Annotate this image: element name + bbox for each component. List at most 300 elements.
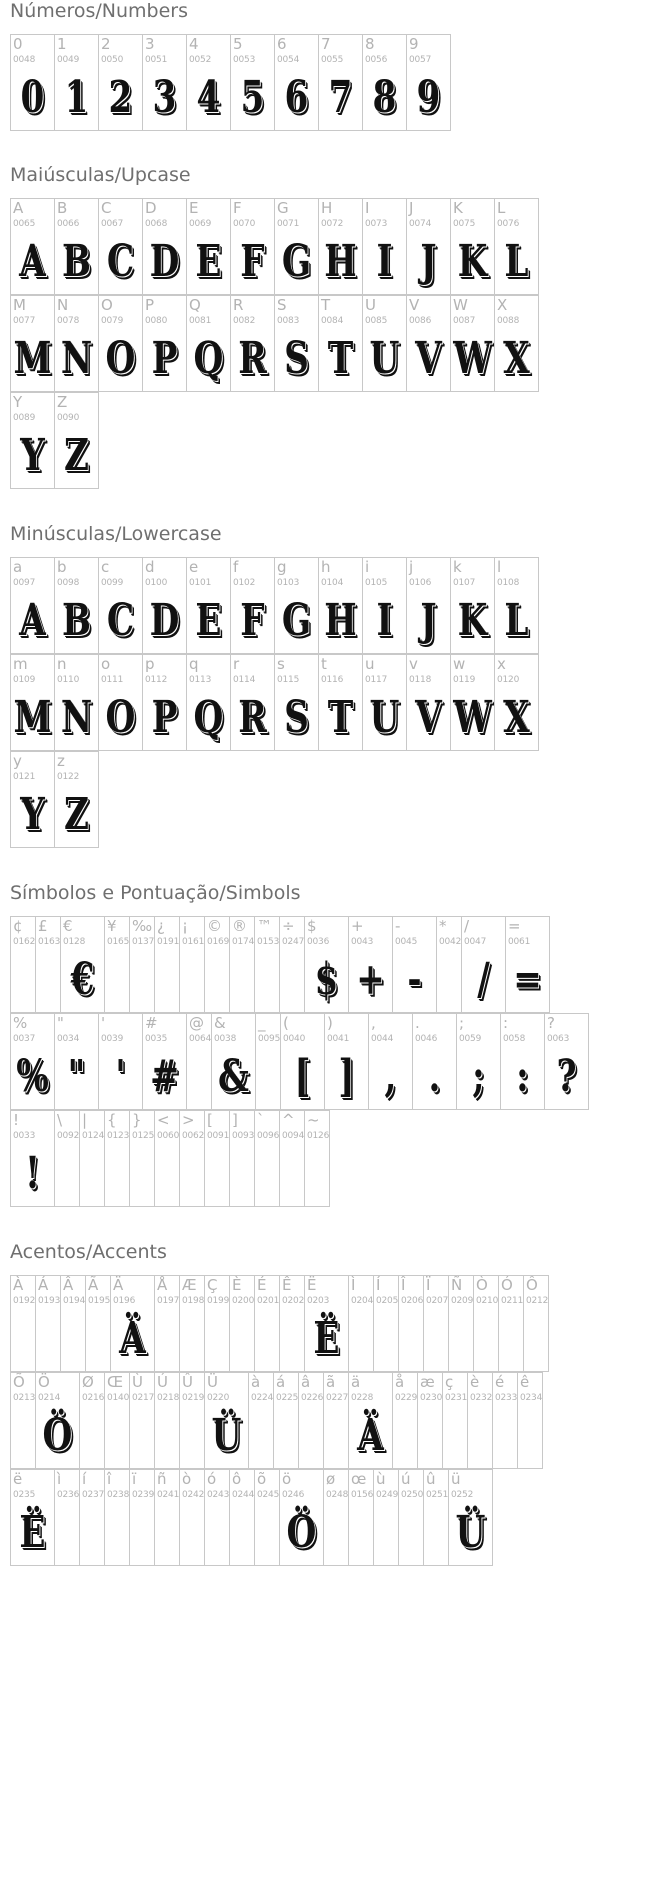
glyph-preview: Y <box>20 788 45 840</box>
glyph-character: I <box>365 199 370 217</box>
glyph-character: ‰ <box>132 917 153 935</box>
glyph-code: 0059 <box>459 1034 482 1044</box>
glyph-character: : <box>503 1014 509 1032</box>
glyph-character: ` <box>257 1111 265 1129</box>
glyph-code: 0137 <box>132 937 155 947</box>
glyph-cell <box>492 1372 518 1469</box>
glyph-code: 0089 <box>13 413 36 423</box>
glyph-character: © <box>207 917 222 935</box>
glyph-cell <box>274 295 319 392</box>
glyph-character: T <box>321 296 331 314</box>
glyph-cell <box>254 1275 280 1372</box>
glyph-cell <box>35 1275 61 1372</box>
glyph-cell <box>10 916 36 1013</box>
glyph-preview: ! <box>24 1147 41 1199</box>
glyph-code: 0047 <box>464 937 487 947</box>
glyph-cell <box>35 916 61 1013</box>
glyph-code: 0074 <box>409 219 432 229</box>
glyph-character: U <box>365 296 376 314</box>
glyph-character: G <box>277 199 289 217</box>
glyph-code: 0070 <box>233 219 256 229</box>
glyph-code: 0071 <box>277 219 300 229</box>
glyph-character: ó <box>207 1470 217 1488</box>
glyph-row <box>10 34 450 131</box>
glyph-cell <box>60 1275 86 1372</box>
glyph-code: 0087 <box>453 316 476 326</box>
glyph-preview: : <box>516 1050 529 1102</box>
glyph-cell <box>98 557 143 654</box>
glyph-cell <box>35 1372 80 1469</box>
glyph-character: P <box>145 296 155 314</box>
glyph-character: ñ <box>157 1470 167 1488</box>
glyph-preview: # <box>150 1050 179 1102</box>
glyph-character: Í <box>376 1276 381 1294</box>
glyph-cell <box>523 1275 549 1372</box>
glyph-code: 0058 <box>503 1034 526 1044</box>
glyph-cell <box>10 751 55 848</box>
glyph-cell <box>230 295 275 392</box>
glyph-cell <box>10 295 55 392</box>
glyph-code: 0109 <box>13 675 36 685</box>
glyph-code: 0091 <box>207 1131 230 1141</box>
section-title: Números/Numbers <box>10 0 188 22</box>
glyph-cell <box>362 295 407 392</box>
glyph-preview: Ä <box>357 1409 384 1461</box>
glyph-code: 0095 <box>258 1034 281 1044</box>
glyph-code: 0196 <box>113 1296 136 1306</box>
glyph-cell <box>368 1013 413 1110</box>
glyph-code: 0106 <box>409 578 432 588</box>
glyph-cell <box>280 1013 325 1110</box>
glyph-code: 0066 <box>57 219 80 229</box>
glyph-cell <box>304 1110 330 1207</box>
glyph-preview: 5 <box>240 71 265 123</box>
glyph-character: = <box>508 917 521 935</box>
glyph-code: 0249 <box>376 1490 399 1500</box>
glyph-cell <box>304 1275 349 1372</box>
glyph-cell <box>279 1110 305 1207</box>
glyph-code: 0094 <box>282 1131 305 1141</box>
glyph-cell <box>274 198 319 295</box>
glyph-code: 0052 <box>189 55 212 65</box>
glyph-code: 0092 <box>57 1131 80 1141</box>
glyph-cell <box>142 34 187 131</box>
glyph-character: Î <box>401 1276 406 1294</box>
glyph-character: & <box>214 1014 226 1032</box>
glyph-preview: N <box>60 332 93 384</box>
glyph-preview: 4 <box>196 71 221 123</box>
glyph-character: L <box>497 199 506 217</box>
glyph-character: ¢ <box>13 917 23 935</box>
glyph-character: c <box>101 558 110 576</box>
glyph-preview: 9 <box>416 71 441 123</box>
glyph-character: õ <box>257 1470 267 1488</box>
glyph-character: ë <box>13 1470 23 1488</box>
glyph-character: ¿ <box>157 917 165 935</box>
glyph-character: ô <box>232 1470 242 1488</box>
glyph-character: p <box>145 655 155 673</box>
glyph-code: 0114 <box>233 675 256 685</box>
glyph-character: " <box>57 1014 64 1032</box>
glyph-row <box>10 1469 548 1566</box>
glyph-character: Ô <box>526 1276 538 1294</box>
glyph-cell <box>406 654 451 751</box>
glyph-code: 0072 <box>321 219 344 229</box>
glyph-cell <box>373 1275 399 1372</box>
glyph-cell <box>104 1469 130 1566</box>
glyph-cell <box>10 392 55 489</box>
glyph-character: ù <box>376 1470 386 1488</box>
glyph-code: 0056 <box>365 55 388 65</box>
glyph-character: ì <box>57 1470 62 1488</box>
glyph-code: 0108 <box>497 578 520 588</box>
glyph-cell <box>318 198 363 295</box>
glyph-character: E <box>189 199 199 217</box>
glyph-cell <box>154 1372 180 1469</box>
glyph-character: Æ <box>182 1276 197 1294</box>
glyph-character: ~ <box>307 1111 320 1129</box>
glyph-cell <box>406 198 451 295</box>
glyph-cell <box>230 654 275 751</box>
glyph-character: @ <box>189 1014 204 1032</box>
glyph-preview: ' <box>115 1050 126 1102</box>
glyph-code: 0123 <box>107 1131 130 1141</box>
glyph-preview: Ë <box>313 1312 340 1364</box>
glyph-preview: J <box>420 594 437 646</box>
glyph-character: Ó <box>501 1276 513 1294</box>
glyph-cell <box>54 557 99 654</box>
glyph-code: 0247 <box>282 937 305 947</box>
glyph-cell <box>142 198 187 295</box>
glyph-preview: E <box>195 235 222 287</box>
glyph-code: 0122 <box>57 772 80 782</box>
glyph-code: 0246 <box>282 1490 305 1500</box>
glyph-code: 0220 <box>207 1393 230 1403</box>
glyph-character: ¡ <box>182 917 189 935</box>
glyph-character: 7 <box>321 35 331 53</box>
glyph-code: 0101 <box>189 578 212 588</box>
glyph-preview: O <box>105 332 136 384</box>
glyph-character: 5 <box>233 35 243 53</box>
glyph-cell <box>204 1275 230 1372</box>
glyph-code: 0090 <box>57 413 80 423</box>
glyph-character: Ì <box>351 1276 356 1294</box>
glyph-preview: L <box>504 235 529 287</box>
glyph-preview: U <box>369 691 400 743</box>
glyph-preview: M <box>13 691 52 743</box>
glyph-preview: K <box>457 235 488 287</box>
glyph-preview: € <box>70 953 95 1005</box>
glyph-cell <box>129 1469 155 1566</box>
glyph-preview: L <box>504 594 529 646</box>
glyph-character: À <box>13 1276 24 1294</box>
glyph-code: 0121 <box>13 772 36 782</box>
glyph-character: 2 <box>101 35 111 53</box>
glyph-code: 0153 <box>257 937 280 947</box>
glyph-preview: Ë <box>19 1506 46 1558</box>
glyph-cell <box>505 916 550 1013</box>
glyph-character: Â <box>63 1276 74 1294</box>
glyph-preview: Ö <box>286 1506 317 1558</box>
glyph-preview: A <box>19 594 46 646</box>
glyph-cell <box>54 198 99 295</box>
glyph-character: M <box>13 296 26 314</box>
glyph-code: 0100 <box>145 578 168 588</box>
glyph-code: 0192 <box>13 1296 36 1306</box>
glyph-cell <box>54 751 99 848</box>
glyph-character: í <box>82 1470 87 1488</box>
glyph-code: 0206 <box>401 1296 424 1306</box>
glyph-character: å <box>395 1373 405 1391</box>
glyph-cell <box>323 1372 349 1469</box>
glyph-preview: D <box>149 594 180 646</box>
glyph-code: 0104 <box>321 578 344 588</box>
glyph-character: l <box>497 558 502 576</box>
glyph-preview: 0 <box>20 71 45 123</box>
glyph-preview: J <box>420 235 437 287</box>
glyph-cell <box>398 1275 424 1372</box>
glyph-row <box>10 751 538 848</box>
glyph-row <box>10 1275 548 1372</box>
glyph-cell <box>450 557 495 654</box>
glyph-code: 0248 <box>326 1490 349 1500</box>
glyph-row <box>10 916 588 1013</box>
glyph-code: 0140 <box>107 1393 130 1403</box>
glyph-code: 0126 <box>307 1131 330 1141</box>
glyph-character: Ø <box>82 1373 94 1391</box>
glyph-character: 6 <box>277 35 287 53</box>
glyph-code: 0125 <box>132 1131 155 1141</box>
glyph-character: é <box>495 1373 505 1391</box>
glyph-character: $ <box>307 917 317 935</box>
glyph-cell <box>129 1372 155 1469</box>
glyph-character: Z <box>57 393 68 411</box>
glyph-character: } <box>132 1111 142 1129</box>
glyph-preview: Y <box>20 429 45 481</box>
glyph-cell <box>362 198 407 295</box>
glyph-cell <box>211 1013 256 1110</box>
glyph-character: ü <box>451 1470 461 1488</box>
glyph-character: ( <box>283 1014 289 1032</box>
glyph-code: 0225 <box>276 1393 299 1403</box>
glyph-character: J <box>409 199 414 217</box>
glyph-cell <box>392 1372 418 1469</box>
glyph-cell <box>179 1372 205 1469</box>
glyph-character: ã <box>326 1373 336 1391</box>
glyph-preview: / <box>477 953 490 1005</box>
glyph-code: 0055 <box>321 55 344 65</box>
glyph-cell <box>498 1275 524 1372</box>
glyph-character: û <box>426 1470 436 1488</box>
glyph-code: 0162 <box>13 937 36 947</box>
glyph-code: 0118 <box>409 675 432 685</box>
glyph-cell <box>110 1275 155 1372</box>
glyph-character: A <box>13 199 24 217</box>
glyph-cell <box>230 34 275 131</box>
glyph-code: 0117 <box>365 675 388 685</box>
glyph-cell <box>279 1275 305 1372</box>
glyph-cell <box>298 1372 324 1469</box>
glyph-character: a <box>13 558 23 576</box>
glyph-character: Q <box>189 296 201 314</box>
glyph-code: 0219 <box>182 1393 205 1403</box>
glyph-cell <box>54 34 99 131</box>
glyph-cell <box>79 1469 105 1566</box>
glyph-cell <box>467 1372 493 1469</box>
glyph-cell <box>362 557 407 654</box>
glyph-preview: X <box>503 332 530 384</box>
glyph-code: 0230 <box>420 1393 443 1403</box>
glyph-code: 0099 <box>101 578 124 588</box>
glyph-cell <box>154 1469 180 1566</box>
glyph-grid <box>10 198 538 489</box>
glyph-cell <box>392 916 437 1013</box>
glyph-code: 0198 <box>182 1296 205 1306</box>
glyph-character: - <box>395 917 401 935</box>
glyph-cell <box>254 1110 280 1207</box>
glyph-cell <box>229 1110 255 1207</box>
glyph-character: Ü <box>207 1373 218 1391</box>
glyph-cell <box>450 295 495 392</box>
glyph-cell <box>186 34 231 131</box>
glyph-preview: F <box>240 235 265 287</box>
glyph-character: # <box>145 1014 158 1032</box>
glyph-cell <box>544 1013 589 1110</box>
glyph-cell <box>204 1372 249 1469</box>
glyph-character: ¥ <box>107 917 117 935</box>
glyph-preview: % <box>16 1050 49 1102</box>
glyph-character: o <box>101 655 111 673</box>
section-title: Acentos/Accents <box>10 1241 167 1263</box>
glyph-code: 0039 <box>101 1034 124 1044</box>
glyph-row <box>10 654 538 751</box>
glyph-cell <box>10 557 55 654</box>
glyph-preview: V <box>415 332 442 384</box>
glyph-cell <box>229 1275 255 1372</box>
glyph-code: 0042 <box>439 937 462 947</box>
glyph-character: È <box>232 1276 242 1294</box>
glyph-preview: = <box>513 953 542 1005</box>
glyph-character: Y <box>13 393 23 411</box>
glyph-row <box>10 1372 548 1469</box>
glyph-preview: A <box>19 235 46 287</box>
glyph-code: 0195 <box>88 1296 111 1306</box>
glyph-cell <box>54 1013 99 1110</box>
glyph-preview: 1 <box>64 71 89 123</box>
glyph-cell <box>456 1013 501 1110</box>
glyph-character: n <box>57 655 67 673</box>
glyph-code: 0128 <box>63 937 86 947</box>
glyph-code: 0116 <box>321 675 344 685</box>
glyph-character: s <box>277 655 285 673</box>
glyph-cell <box>274 654 319 751</box>
glyph-code: 0061 <box>508 937 531 947</box>
glyph-character: N <box>57 296 69 314</box>
glyph-character: d <box>145 558 155 576</box>
glyph-character: à <box>251 1373 261 1391</box>
glyph-cell <box>248 1372 274 1469</box>
glyph-code: 0078 <box>57 316 80 326</box>
glyph-code: 0174 <box>232 937 255 947</box>
glyph-preview: E <box>195 594 222 646</box>
glyph-cell <box>318 557 363 654</box>
glyph-character: F <box>233 199 242 217</box>
glyph-code: 0250 <box>401 1490 424 1500</box>
glyph-preview: W <box>453 332 492 384</box>
glyph-cell <box>154 916 180 1013</box>
glyph-character: Õ <box>13 1373 25 1391</box>
glyph-code: 0044 <box>371 1034 394 1044</box>
glyph-row <box>10 392 538 489</box>
glyph-character: / <box>464 917 470 935</box>
glyph-code: 0197 <box>157 1296 180 1306</box>
glyph-code: 0034 <box>57 1034 80 1044</box>
glyph-cell <box>423 1275 449 1372</box>
glyph-cell <box>204 1469 230 1566</box>
glyph-cell <box>104 1372 130 1469</box>
glyph-character: ê <box>520 1373 530 1391</box>
glyph-character: V <box>409 296 420 314</box>
glyph-preview: . <box>428 1050 441 1102</box>
glyph-character: B <box>57 199 68 217</box>
glyph-code: 0199 <box>207 1296 230 1306</box>
glyph-cell <box>417 1372 443 1469</box>
glyph-character: ® <box>232 917 247 935</box>
glyph-code: 0038 <box>214 1034 237 1044</box>
glyph-character: Ë <box>307 1276 317 1294</box>
glyph-character: \ <box>57 1111 63 1129</box>
glyph-grid <box>10 916 588 1207</box>
glyph-code: 0234 <box>520 1393 543 1403</box>
glyph-preview: " <box>67 1050 86 1102</box>
glyph-code: 0214 <box>38 1393 61 1403</box>
glyph-cell <box>186 295 231 392</box>
glyph-code: 0051 <box>145 55 168 65</box>
glyph-code: 0053 <box>233 55 256 65</box>
glyph-cell <box>10 1013 55 1110</box>
glyph-cell <box>79 1110 105 1207</box>
glyph-character: ç <box>445 1373 454 1391</box>
glyph-character: i <box>365 558 370 576</box>
glyph-character: 0 <box>13 35 23 53</box>
glyph-cell <box>494 557 539 654</box>
glyph-code: 0238 <box>107 1490 130 1500</box>
glyph-row <box>10 557 538 654</box>
glyph-character: Œ <box>107 1373 124 1391</box>
glyph-preview: Ü <box>211 1409 242 1461</box>
glyph-code: 0212 <box>526 1296 549 1306</box>
glyph-code: 0057 <box>409 55 432 65</box>
glyph-code: 0193 <box>38 1296 61 1306</box>
glyph-cell <box>142 557 187 654</box>
glyph-grid <box>10 34 450 131</box>
glyph-code: 0105 <box>365 578 388 588</box>
glyph-code: 0054 <box>277 55 300 65</box>
glyph-cell <box>398 1469 424 1566</box>
glyph-cell <box>279 916 305 1013</box>
glyph-code: 0068 <box>145 219 168 229</box>
glyph-cell <box>348 1469 374 1566</box>
glyph-character: m <box>13 655 28 673</box>
glyph-preview: X <box>503 691 530 743</box>
glyph-cell <box>186 557 231 654</box>
glyph-preview: H <box>324 235 357 287</box>
glyph-code: 0119 <box>453 675 476 685</box>
glyph-cell <box>448 1275 474 1372</box>
glyph-preview: & <box>217 1050 249 1102</box>
glyph-cell <box>10 1275 36 1372</box>
glyph-code: 0084 <box>321 316 344 326</box>
